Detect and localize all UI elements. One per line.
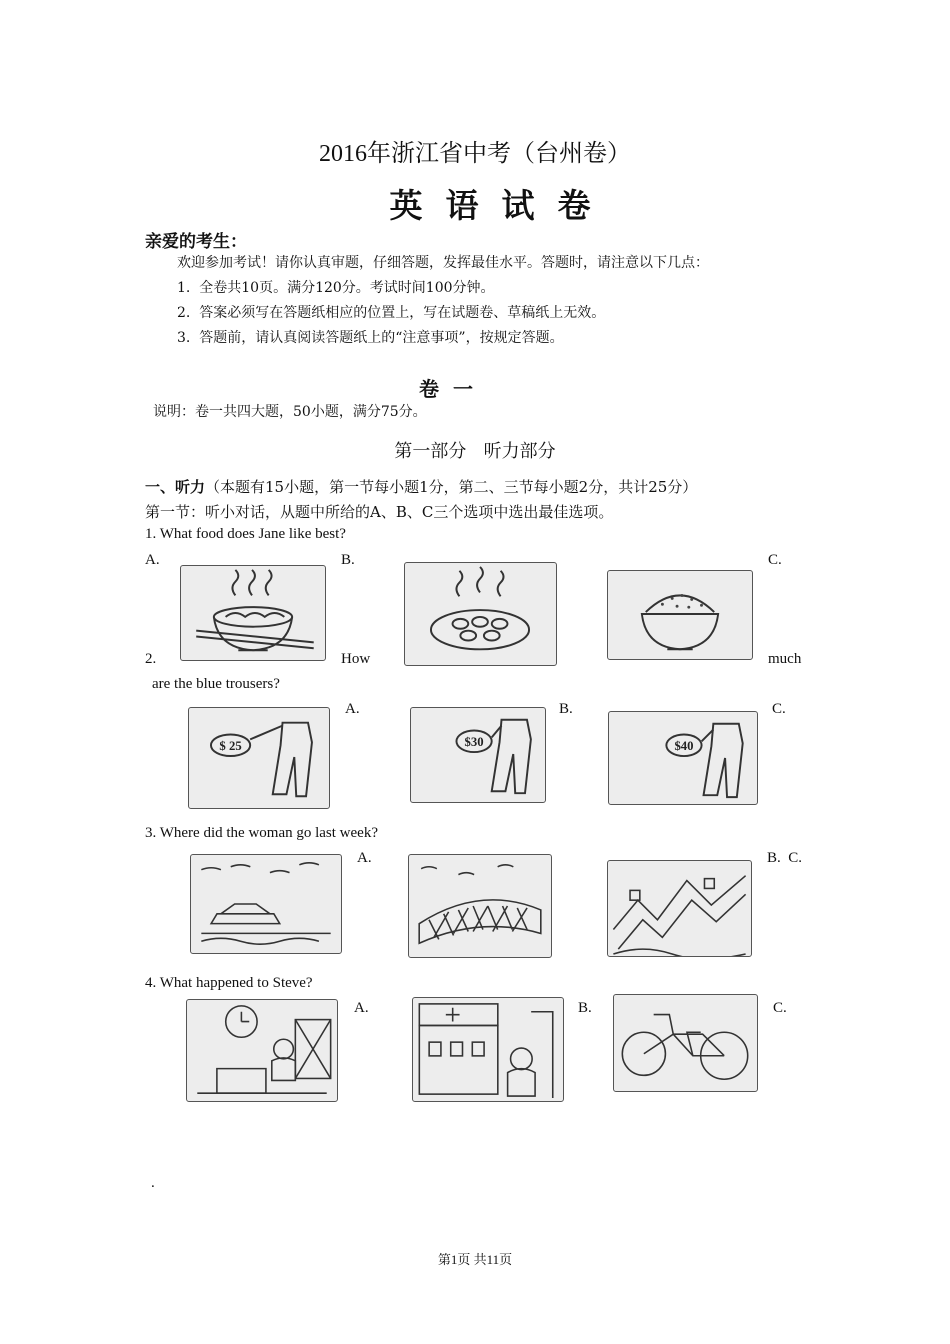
q3-option-a-label: A. <box>357 850 372 866</box>
question-4-text: 4. What happened to Steve? <box>145 975 313 991</box>
stray-mark: . <box>151 1175 155 1191</box>
question-2-word-much: much <box>768 651 802 667</box>
broken-bike-icon <box>613 994 758 1092</box>
q1-option-a-label: A. <box>145 552 160 568</box>
tiananmen-icon <box>190 854 342 954</box>
hospital-icon <box>412 997 564 1102</box>
exam-title: 2016年浙江省中考（台州卷） <box>319 141 631 167</box>
q1-option-b-label: B. <box>341 552 355 568</box>
price-tag-a: $ 25 <box>219 739 242 754</box>
trousers-30-icon <box>410 707 546 803</box>
q3-option-bc-label: B. C. <box>767 850 803 866</box>
q2-option-b-label: B. <box>559 701 573 717</box>
volume-title: 卷 一 <box>419 377 473 401</box>
section-heading <box>145 476 697 497</box>
q4-option-c-label: C. <box>773 1000 787 1016</box>
q2-option-a-label: A. <box>345 701 360 717</box>
birds-nest-stadium-icon <box>408 854 552 958</box>
q4-option-b-label: B. <box>578 1000 592 1016</box>
subject-title: 英 语 试 卷 <box>389 186 591 225</box>
page-footer: 第1页 共11页 <box>437 1252 513 1267</box>
q2-option-c-label: C. <box>772 701 786 717</box>
price-tag-c: $40 <box>674 739 694 754</box>
price-tag-b: $30 <box>464 735 484 750</box>
question-1-text: 1. What food does Jane like best? <box>145 526 346 542</box>
rice-icon <box>607 570 753 660</box>
question-3-text: 3. Where did the woman go last week? <box>145 825 378 841</box>
dumplings-icon <box>404 562 557 666</box>
question-2-number: 2. <box>145 651 157 667</box>
notice-item: 2. 答案必须写在答题纸相应的位置上，写在试题卷、草稿纸上无效。 <box>177 305 606 321</box>
q1-option-c-label: C. <box>768 552 782 568</box>
q4-option-a-label: A. <box>354 1000 369 1016</box>
clock-room-icon <box>186 999 338 1102</box>
notice-intro: 欢迎参加考试！请你认真审题，仔细答题，发挥最佳水平。答题时，请注意以下几点： <box>177 255 709 271</box>
great-wall-icon <box>607 860 752 957</box>
question-2-text: are the blue trousers? <box>152 676 280 692</box>
noodles-icon <box>180 565 326 661</box>
trousers-25-icon <box>188 707 330 809</box>
notice-item: 1. 全卷共10页。满分120分。考试时间100分钟。 <box>177 280 495 296</box>
greeting: 亲爱的考生： <box>145 232 247 252</box>
section-heading-rest: （本题有15小题，第一节每小题1分，第二、三节每小题2分，共计25分） <box>205 478 698 496</box>
notice-item: 3. 答题前，请认真阅读答题纸上的“注意事项”，按规定答题。 <box>177 330 564 346</box>
volume-note: 说明：卷一共四大题，50小题，满分75分。 <box>153 404 427 420</box>
subsection-instruction: 第一节：听小对话，从题中所给的A、B、C三个选项中选出最佳选项。 <box>145 503 614 521</box>
part-title: 第一部分 听力部分 <box>394 441 556 462</box>
trousers-40-icon <box>608 711 758 805</box>
question-2-word-how: How <box>341 651 371 667</box>
section-heading-bold: 一、听力 <box>145 478 206 496</box>
